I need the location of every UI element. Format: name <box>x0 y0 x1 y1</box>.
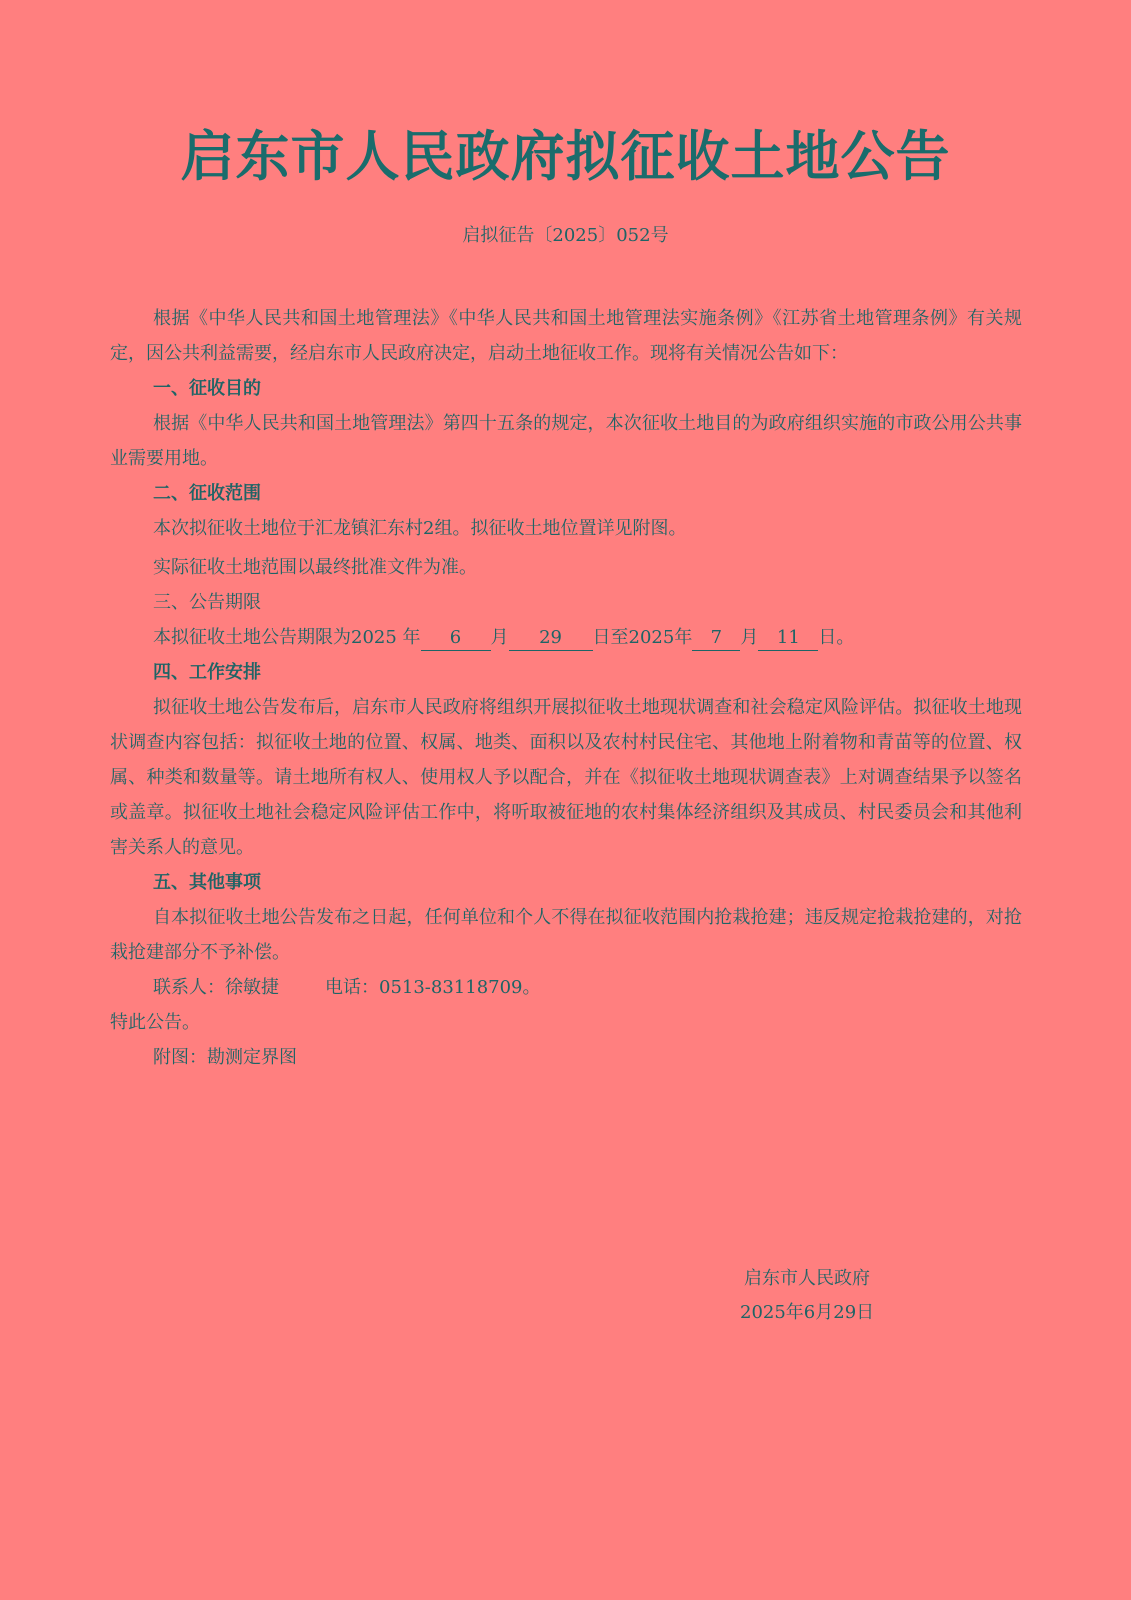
signature-org: 启东市人民政府 <box>744 1268 870 1289</box>
attachment-text: 附图：勘测定界图 <box>153 1047 297 1068</box>
arrangement-text: 拟征收土地公告发布后，启东市人民政府将组织开展拟征收土地现状调查和社会稳定风险评估。拟征收土地现状调查内容包括：拟征收土地的位置、权属、地类、面积以及农村村民住宅、其他地上附着物和青苗等的位置、权属、种类和数量等。请土地所有权人、使用权人予以配合，并在《拟征收土地现状调查表》上对调查结果予以签名或盖章。拟征收土地社会稳定风险评估工作中，将听取被征地的农村集体经济组织及其成员、村民委员会和其他利害关系人的意见。 <box>110 697 1022 858</box>
other-heading: 五、其他事项 <box>153 872 261 893</box>
signature-block <box>740 1262 874 1330</box>
arrangement-heading: 四、工作安排 <box>153 662 261 683</box>
signature-date: 2025年6月29日 <box>740 1302 875 1323</box>
contact-person: 联系人：徐敏捷 <box>153 977 279 998</box>
to-label: 日至2025年 <box>592 627 693 648</box>
start-day-field: 29 <box>509 626 593 651</box>
end-month-field: 7 <box>692 626 740 651</box>
month-label: 月 <box>490 627 509 648</box>
period-text <box>110 620 1022 655</box>
scope-text-1: 本次拟征收土地位于汇龙镇汇东村2组。拟征收土地位置详见附图。 <box>153 518 687 539</box>
notice-title: 启东市人民政府拟征收土地公告 <box>180 125 951 188</box>
contact-line <box>110 970 1022 1005</box>
scope-text-2: 实际征收土地范围以最终批准文件为准。 <box>153 557 477 578</box>
purpose-heading: 一、征收目的 <box>153 378 261 399</box>
purpose-text: 根据《中华人民共和国土地管理法》第四十五条的规定，本次征收土地目的为政府组织实施的市政公用公共事业需要用地。 <box>110 413 1022 469</box>
closing-text: 特此公告。 <box>110 1012 200 1033</box>
contact-phone: 电话：0513-83118709。 <box>325 977 541 998</box>
document-number: 启拟征告〔2025〕052号 <box>462 225 669 246</box>
end-day-field: 11 <box>758 626 818 651</box>
period-heading: 三、公告期限 <box>153 592 261 613</box>
start-month-field: 6 <box>421 626 491 651</box>
month-label-2: 月 <box>740 627 759 648</box>
scope-heading: 二、征收范围 <box>153 483 261 504</box>
end-label: 日。 <box>818 627 855 648</box>
other-text: 自本拟征收土地公告发布之日起，任何单位和个人不得在拟征收范围内抢栽抢建；违反规定抢栽抢建的，对抢栽抢建部分不予补偿。 <box>110 907 1022 963</box>
intro-paragraph: 根据《中华人民共和国土地管理法》《中华人民共和国土地管理法实施条例》《江苏省土地管理条例》有关规定，因公共利益需要，经启东市人民政府决定，启动土地征收工作。现将有关情况公告如下： <box>110 308 1022 364</box>
notice-body <box>110 301 1022 1075</box>
period-prefix: 本拟征收土地公告期限为2025 年 <box>153 627 421 648</box>
